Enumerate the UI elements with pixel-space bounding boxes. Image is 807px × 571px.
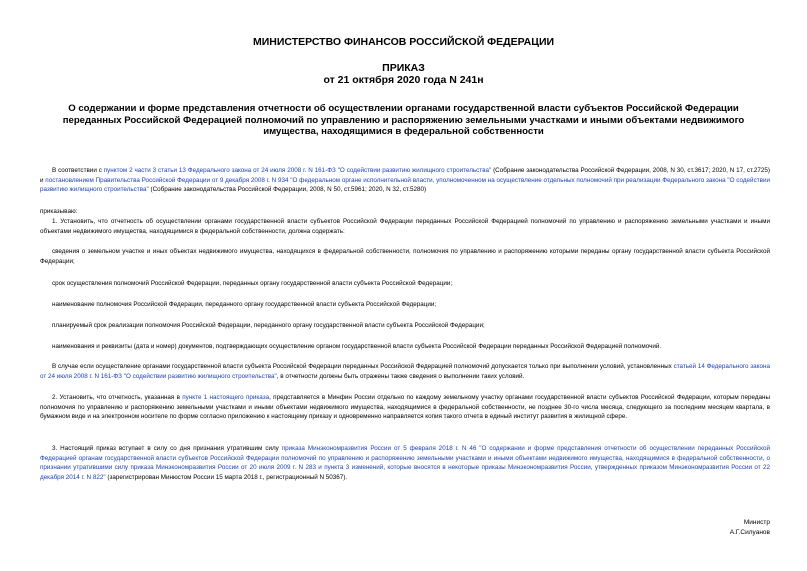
conditions-text-1: В случае если осуществление органами государственной власти субъекта Российской Федерации переданных Российской Федерацией полномочий допускается только при выполнении условий, установленных (52, 363, 674, 370)
item-3-paragraph (40, 444, 770, 482)
item-2-paragraph (40, 393, 770, 422)
item-2-text-1: 2. Установить, что отчетность, указанная в (52, 394, 183, 401)
document-type: ПРИКАЗ (382, 62, 425, 74)
item-1-reference-link[interactable]: пункте 1 настоящего приказа (182, 394, 270, 401)
ministry-heading: МИНИСТЕРСТВО ФИНАНСОВ РОССИЙСКОЙ ФЕДЕРАЦИИ (252, 36, 555, 48)
document-date: от 21 октября 2020 года N 241н (323, 74, 484, 86)
item-1-conditions-paragraph (40, 362, 770, 381)
repealed-order-link[interactable]: приказа Минэкономразвития России от 5 февраля 2018 г. N 46 "О содержании и форме представления отчетности об осуществлении переданных Российской Федерацией органам государственной власти субъектов Российской Федерации полномочий по управлению и распоряжению земельными участками и иными объектами недвижимого имущества, находящимися в федеральной собственности, о признании утратившими силу приказа Минэкономразвития России от 20 июля 2009 г. N 283 и пункта 3 изменений, которые вносятся в некоторые приказы Минэкономразвития России, утвержденных приказом Минэкономразвития России от 22 декабря 2014 г. N 822" (40, 445, 770, 481)
signatory-position: Министр (743, 519, 770, 526)
law-link[interactable]: пунктом 2 части 3 статьи 13 Федерального закона от 24 июля 2008 г. N 161-ФЗ "О содействии развитию жилищного строительства" (103, 167, 492, 174)
conditions-text-2: , в отчетности должны быть отражены также сведения о выполнении таких условий. (276, 372, 525, 380)
item-1-point-1: сведения о земельном участке и иных объектах недвижимого имущества, находящихся в федеральной собственности, полномочия по управлению и распоряжению которыми переданы органу государственной власти субъекта Российской Федерации; (40, 248, 770, 265)
document-title: О содержании и форме представления отчетности об осуществлении органами государственной власти субъектов Российской Федерации переданных Российской Федерацией полномочий по управлению и распоряжению земельными участками и иными объектами недвижимого имущества, находящимися в федеральной собственности (62, 103, 745, 137)
item-1-point-4: планируемый срок реализации полномочия Российской Федерации, переданного органу государственной власти субъекта Российской Федерации; (52, 322, 485, 329)
orders-word: приказываю: (40, 208, 78, 215)
article-14-link[interactable]: статьей 14 Федерального закона от 24 июля 2008 г. N 161-ФЗ "О содействии развитию жилищного строительства" (40, 363, 770, 380)
preamble-text-1: В соответствии с (52, 167, 104, 174)
item-3-text-1: 3. Настоящий приказ вступает в силу со дня признания утратившим силу (52, 445, 282, 452)
signatory-name: А.Г.Силуанов (729, 529, 770, 536)
item-3-text-2: (зарегистрирован Минюстом России 15 марта 2018 г., регистрационный N 50367). (105, 473, 348, 481)
item-1-intro: 1. Установить, что отчетность об осуществлении органами государственной власти субъектов Российской Федерации переданных Российской Федерацией полномочий по управлению и распоряжению земельными участками и иными объектами недвижимого имущества, находящимися в федеральной собственности, должна содержать: (40, 218, 770, 235)
item-2-text-2: , представляется в Минфин России отдельно по каждому земельному участку органами государственной власти субъектов Российской Федерации, которым переданы полномочия по управлению и распоряжению земельными участками и иными объектами недвижимого имущества, находящимися в федеральной собственности, не позднее 30-го числа месяца, следующего за последним месяцем квартала, в бумажном виде и на электронном носителе по форме согласно приложению к настоящему приказу и одновременно направляется копия такого отчета в единый институт развития в жилищной сфере. (40, 394, 770, 421)
government-decree-link[interactable]: постановлением Правительства Российской Федерации от 9 декабря 2008 г. N 934 "О федеральном органе исполнительной власти, уполномоченном на осуществление отдельных полномочий при реализации Федерального закона "О содействии развитию жилищного строительства" (40, 176, 770, 194)
item-1-point-3: наименование полномочия Российской Федерации, переданного органу государственной власти субъекта Российской Федерации; (52, 301, 437, 308)
preamble-text-2: (Собрание законодательства Российской Федерации, 2008, N 30, ст.3617; 2020, N 17, ст.2725) и (40, 167, 770, 184)
preamble-text-3: (Собрание законодательства Российской Федерации, 2008, N 50, ст.5961; 2020, N 32, ст.5280) (148, 186, 427, 194)
signature-block (730, 518, 770, 538)
item-1-point-5: наименования и реквизиты (дата и номер) документов, подтверждающих осуществление органом государственной власти субъекта Российской Федерации переданных Российской Федерацией полномочий. (52, 343, 662, 350)
preamble-paragraph (40, 166, 770, 195)
item-1-point-2: срок осуществления полномочий Российской Федерации, переданных органу государственной власти субъекта Российской Федерации; (52, 280, 453, 287)
